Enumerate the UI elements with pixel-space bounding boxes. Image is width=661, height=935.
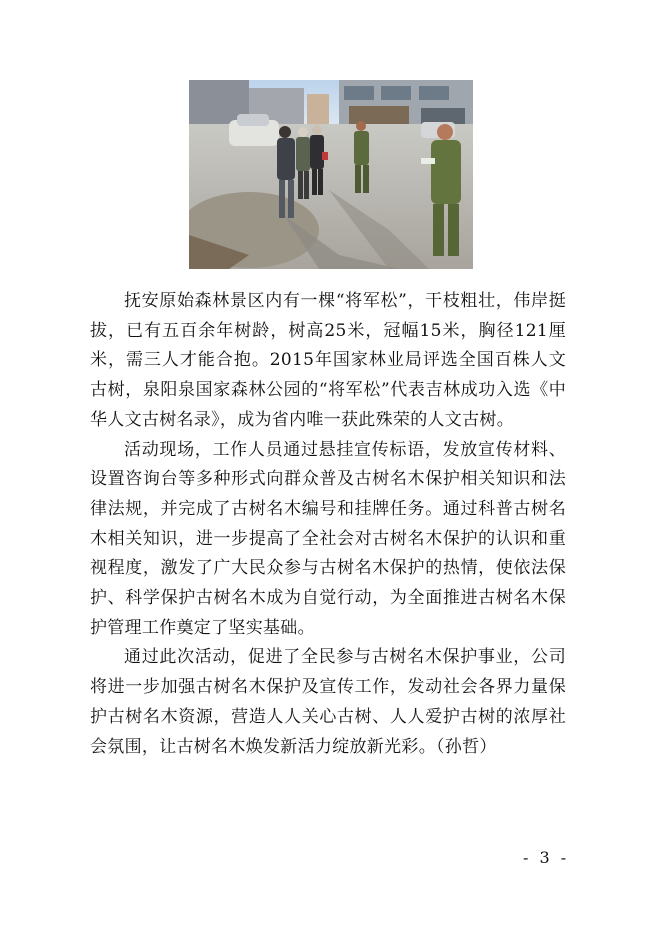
paragraph-1: 抚安原始森林景区内有一棵“将军松”，干枝粗壮，伟岸挺拔，已有五百余年树龄，树高25米，冠幅15米，胸径121厘米，需三人才能合抱。2015年国家林业局评选全国百株人文古树，泉阳泉国家森林公园的“将军松”代表吉林成功入选《中华人文古树名录》，成为省内唯一获此殊荣的人文古树。 bbox=[90, 291, 566, 430]
paragraph-2: 活动现场，工作人员通过悬挂宣传标语，发放宣传材料、设置咨询台等多种形式向群众普及古树名木保护相关知识和法律法规，并完成了古树名木编号和挂牌任务。通过科普古树名木相关知识，进一步提高了全社会对古树名木保护的认识和重视程度，激发了广大民众参与古树名木保护的热情，使依法保护、科学保护古树名木成为自觉行动，为全面推进古树名木保护管理工作奠定了坚实基础。 bbox=[90, 439, 566, 638]
page-number: - 3 - bbox=[523, 848, 570, 867]
paragraph-3: 通过此次活动，促进了全民参与古树名木保护事业，公司将进一步加强古树名木保护及宣传工作，发动社会各界力量保护古树名木资源，营造人人关心古树、人人爱护古树的浓厚社会氛围，让古树名木焕发新活力绽放新光彩。（孙哲） bbox=[90, 647, 566, 757]
event-photo bbox=[189, 80, 473, 269]
article-body bbox=[90, 287, 566, 762]
